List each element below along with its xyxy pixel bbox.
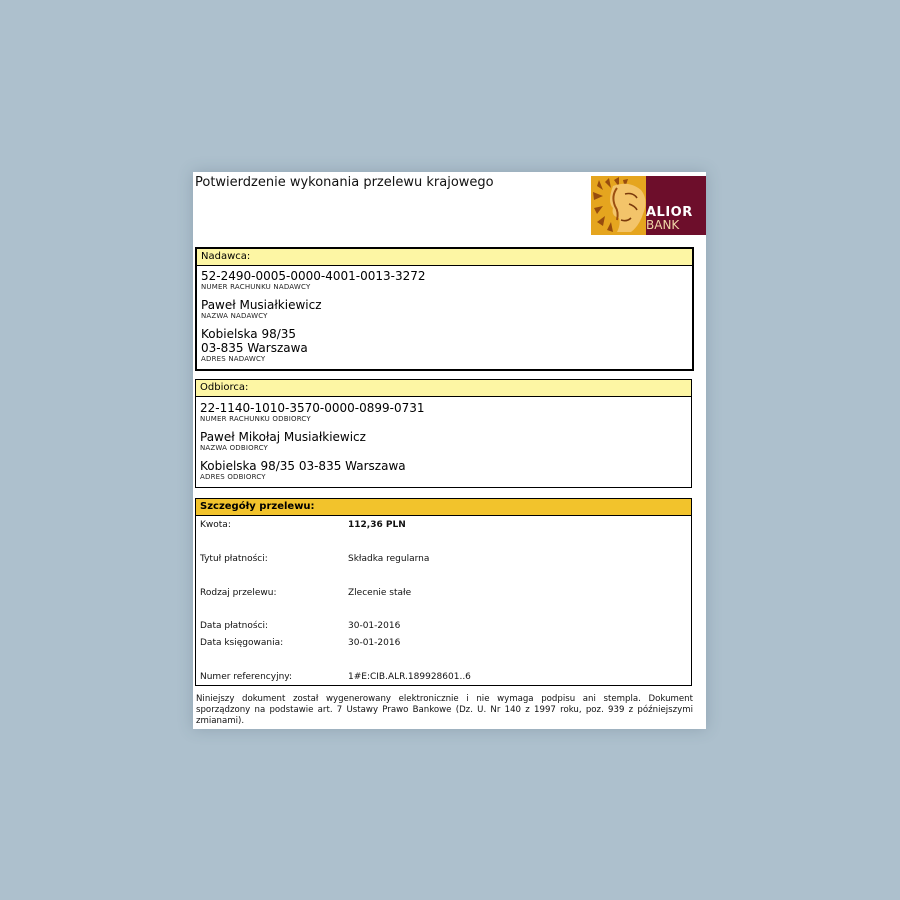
amount-value: 112,36 PLN <box>348 520 406 530</box>
reference-number-value: 1#E:CIB.ALR.189928601..6 <box>348 672 471 682</box>
sender-address-line1: Kobielska 98/35 <box>201 327 297 341</box>
recipient-account-caption: NUMER RACHUNKU ODBIORCY <box>200 415 311 423</box>
detail-row-transfer-type <box>200 587 680 599</box>
alior-bank-logo <box>591 176 706 235</box>
sender-name-caption: NAZWA NADAWCY <box>201 312 268 320</box>
sender-address-caption: ADRES NADAWCY <box>201 355 266 363</box>
recipient-heading: Odbiorca: <box>196 380 691 397</box>
sender-name-field <box>201 298 322 321</box>
sender-section <box>195 247 694 371</box>
document-title: Potwierdzenie wykonania przelewu krajowego <box>195 175 494 190</box>
sender-account-caption: NUMER RACHUNKU NADAWCY <box>201 283 311 291</box>
detail-row-payment-date <box>200 620 680 632</box>
sender-account-number: 52-2490-0005-0000-4001-0013-3272 <box>201 269 426 283</box>
transfer-details-section <box>195 498 692 686</box>
detail-label: Tytuł płatności: <box>200 554 268 564</box>
sender-address-line2: 03-835 Warszawa <box>201 341 308 355</box>
recipient-address: Kobielska 98/35 03-835 Warszawa <box>200 459 406 473</box>
detail-label: Rodzaj przelewu: <box>200 588 277 598</box>
recipient-address-caption: ADRES ODBIORCY <box>200 473 266 481</box>
logo-text-bank: BANK <box>646 218 680 232</box>
recipient-account-number: 22-1140-1010-3570-0000-0899-0731 <box>200 401 425 415</box>
sender-name: Paweł Musiałkiewicz <box>201 298 322 312</box>
booking-date-value: 30-01-2016 <box>348 638 401 648</box>
recipient-section <box>195 379 692 488</box>
logo-text-alior: ALIOR <box>646 205 693 220</box>
transfer-type-value: Zlecenie stałe <box>348 588 412 598</box>
detail-row-booking-date <box>200 637 680 649</box>
recipient-account-field <box>200 401 424 424</box>
recipient-name-field <box>200 430 366 453</box>
transfer-details-heading: Szczegóły przelewu: <box>196 499 691 516</box>
logo-wordmark <box>646 206 706 232</box>
payment-title-value: Składka regularna <box>348 554 430 564</box>
recipient-name-caption: NAZWA ODBIORCY <box>200 444 269 452</box>
detail-row-title <box>200 553 680 565</box>
payment-date-value: 30-01-2016 <box>348 621 401 631</box>
recipient-address-field <box>200 459 406 482</box>
recipient-name: Paweł Mikołaj Musiałkiewicz <box>200 430 366 444</box>
detail-label: Numer referencyjny: <box>200 672 292 682</box>
detail-row-amount <box>200 519 680 531</box>
detail-row-reference <box>200 671 680 683</box>
sender-heading: Nadawca: <box>197 249 692 266</box>
detail-label: Kwota: <box>200 520 231 530</box>
sender-address-field <box>201 327 308 364</box>
detail-label: Data księgowania: <box>200 638 284 648</box>
footer-disclaimer: Niniejszy dokument został wygenerowany elektronicznie i nie wymaga podpisu ani stempla. Dokument sporządzony na podstawie art. 7 Ustawy Prawo Bankowe (Dz. U. Nr 140 z 1997 roku, poz. 939 z późniejszymi zmianami). <box>196 694 693 726</box>
sender-account-field <box>201 269 425 292</box>
transfer-confirmation-document <box>193 172 706 729</box>
detail-label: Data płatności: <box>200 621 269 631</box>
